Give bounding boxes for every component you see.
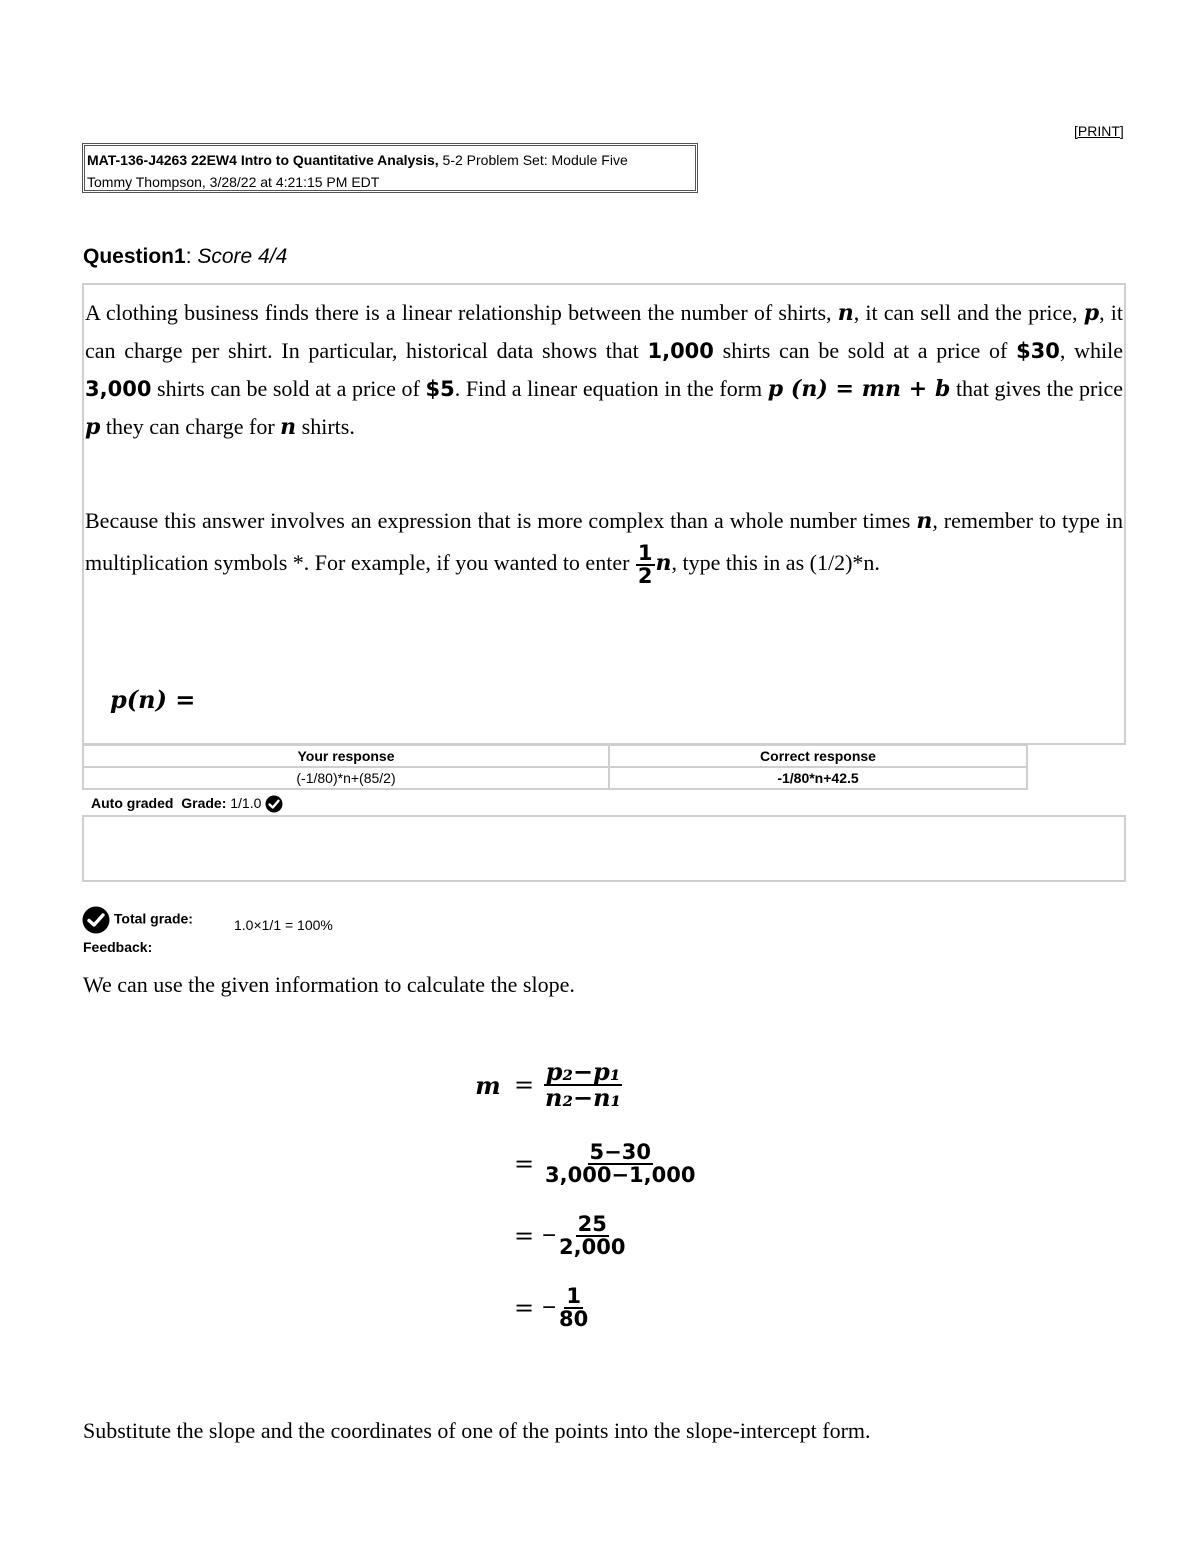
your-response-value: (-1/80)*n+(85/2) (83, 767, 609, 789)
answer-prompt: p(n) = (110, 685, 196, 714)
eq-row-1: m = $\frac{\text{p₂−p₁}}{\text{n₂−n₁}}$ (475, 1057, 622, 1112)
assignment-name: 5-2 Problem Set: Module Five (438, 152, 628, 168)
grade-line (91, 795, 283, 813)
feedback-line-1: We can use the given information to calculate the slope. (83, 972, 575, 997)
check-circle-icon (82, 906, 110, 934)
question-instructions: Because this answer involves an expression that is more complex than a whole number times n, remember to type in multiplication symbols *. For example, if you wanted to enter $\frac{1}{2}$ n, type this in as (1/2)*n. (85, 508, 1124, 588)
total-grade-label: Total grade: (113, 910, 193, 927)
question-label: Question1 (83, 245, 186, 268)
print-link[interactable]: [PRINT] (1074, 123, 1124, 139)
assignment-header (82, 143, 698, 193)
total-grade (82, 906, 193, 934)
check-circle-icon (265, 795, 283, 813)
correct-response-value: -1/80*n+42.5 (609, 767, 1027, 789)
half-fraction: $\frac{1}{2}$ (637, 540, 653, 588)
comment-box (82, 815, 1126, 882)
eq-row-2: = $\frac{5-30}{3,000-1,000}$ (513, 1140, 696, 1187)
question-text: A clothing business finds there is a linear relationship between the number of shirts, n, it can sell and the price, p, it can charge per shirt. In particular, historical data shows that 1,000 shirts can be sold at a price of $30, while 3,000 shirts can be sold at a price of $5. Find a linear equation in the form p (n) = mn + b that gives the price p they can charge for n shirts. (85, 300, 1124, 440)
student-line: Tommy Thompson, 3/28/22 at 4:21:15 PM EDT (87, 174, 380, 190)
total-grade-value: 1.0×1/1 = 100% (234, 917, 333, 933)
eq-row-4: = − $\frac{1}{80}$ (513, 1284, 589, 1331)
auto-graded-label: Auto graded (91, 795, 174, 811)
your-response-header: Your response (83, 745, 609, 767)
grade-label: Grade: (181, 795, 227, 811)
eq-row-3: = − $\frac{25}{2,000}$ (513, 1212, 626, 1259)
feedback-label: Feedback: (83, 939, 153, 955)
question-title: Question1: Score 4/4 (83, 245, 288, 268)
grade-value: 1/1.0 (230, 795, 262, 811)
course-name: MAT-136-J4263 22EW4 Intro to Quantitative Analysis, (87, 152, 439, 168)
feedback-line-2: Substitute the slope and the coordinates of one of the points into the slope-intercept form. (83, 1418, 871, 1443)
correct-response-header: Correct response (609, 745, 1027, 767)
question-score: Score 4/4 (197, 245, 288, 268)
response-table (82, 744, 1028, 790)
